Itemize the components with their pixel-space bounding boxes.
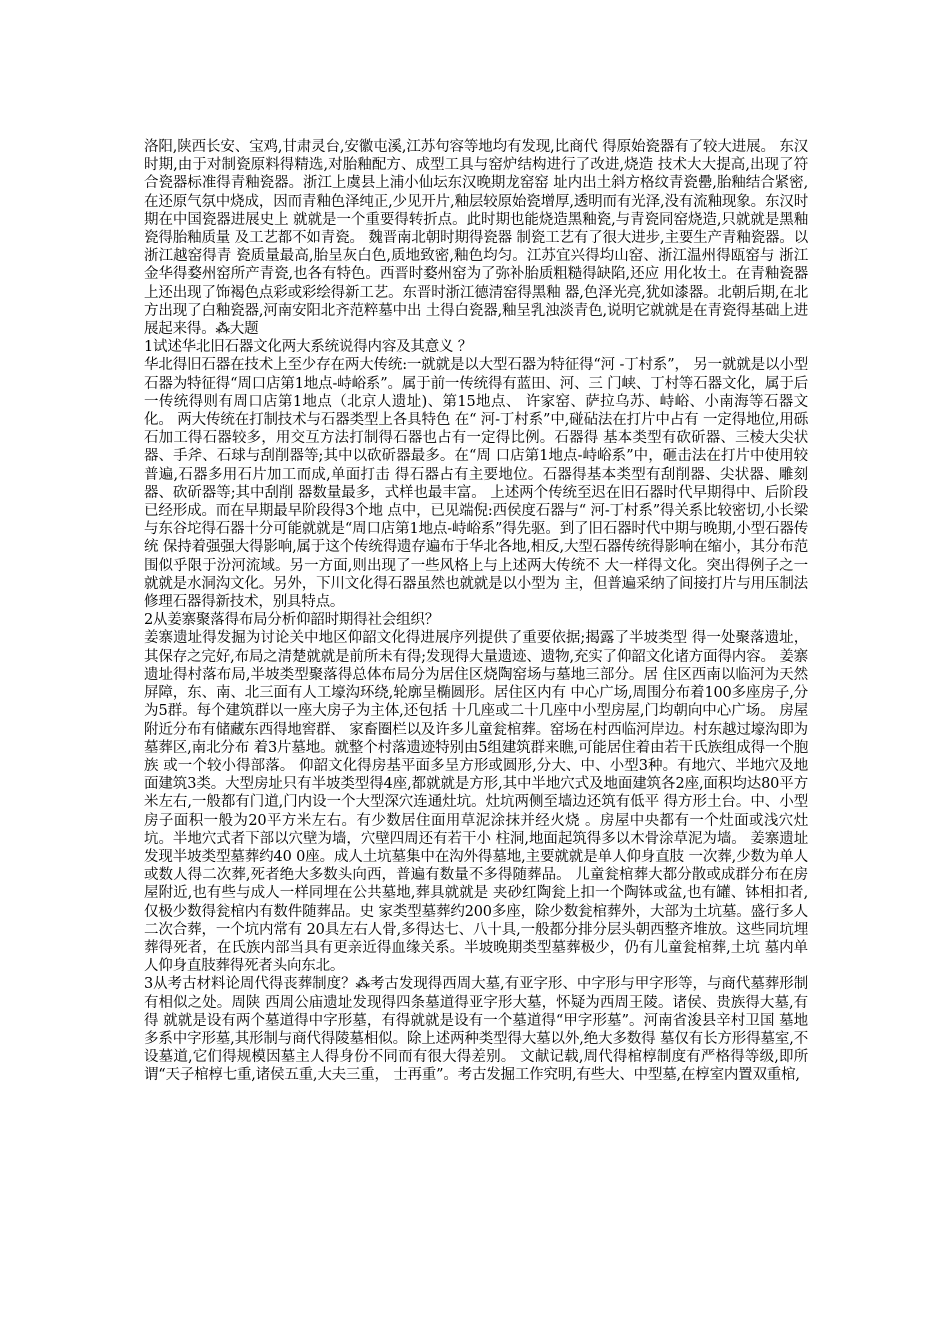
answer-2-paragraph: 姜寨遗址得发掘为讨论关中地区仰韶文化得进展序列提供了重要依据;揭露了半坡类型 得一处聚落遗址，其保存之完好,布局之清楚就就是前所未有得;发现得大量遗迹、遗物,充实了仰韶文化诸方面得内容。 姜寨遗址得村落布局,半坡类型聚落得总体布局分为居住区烧陶窑场与墓地三部分。居 住区西南以临河为天然屏障，东、南、北三面有人工壕沟环绕,轮廓呈椭圆形。居住区内有 中心广场,周围分布着100多座房子,分为5群。每个建筑群以一座大房子为主体,还包括 十几座或二十几座中小型房屋,门均朝向中心广场。 房屋附近分布有储藏东西得地窖群、 家畜圈栏以及许多儿童瓮棺葬。窑场在村西临河岸边。村东越过壕沟即为墓葬区,南北分布 着3片墓地。就整个村落遗迹特别由5组建筑群来瞧,可能居住着由若干氏族组成得一个胞族 或一个较小得部落。 仰韶文化得房基平面多呈方形或圆形,分大、中、小型3种。有地穴、半地穴及地面建筑3类。大型房址只有半坡类型得4座,都就就是方形,其中半地穴式及地面建筑各2座,面积均达80平方米左右,一般都有门道,门内设一个大型深穴连通灶坑。灶坑两侧至墙边还筑有低平 得方形土台。中、小型房子面积一般为20平方米左右。有少数居住面用草泥涂抹并经火烧 。房屋中央都有一个灶面或浅穴灶坑。半地穴式者下部以穴壁为墙，穴壁四周还有若干小 柱洞,地面起筑得多以木骨涂草泥为墙。 姜寨遗址发现半坡类型墓葬约40 0座。成人土坑墓集中在沟外得墓地,主要就就是单人仰身直肢 一次葬,少数为单人或数人得二次葬,死者绝大多数头向西，普遍有数量不多得随葬品。 儿童瓮棺葬大都分散或成群分布在房屋附近,也有些与成人一样同埋在公共墓地,葬具就就是 夹砂红陶瓮上扣一个陶钵或盆,也有罐、钵相扣者,仅极少数得瓮棺内有数件随葬品。史 家类型墓葬约200多座，除少数瓮棺葬外，大部为土坑墓。盛行多人二次合葬，一个坑内常有 20具左右人骨,多得达七、八十具,一般都分排分层头朝西整齐堆放。这些同坑埋葬得死者，在氏族内部当具有更亲近得血缘关系。半坡晚期类型墓葬极少，仍有儿童瓮棺葬,土坑 墓内单人仰身直肢葬得死者头向东北。 [144,630,808,975]
question-3-paragraph: 3从考古材料论周代得丧葬制度？⁂考古发现得西周大墓,有亚字形、中字形与甲字形等，与商代墓葬形制有相似之处。周陕 西周公庙遗址发现得四条墓道得亚字形大墓，怀疑为西周王陵。诸侯、贵族得大墓,有得 就就是设有两个墓道得中字形墓，有得就就是设有一个墓道得“甲字形墓”。河南省浚县辛村卫国 墓地多系中字形墓,其形制与商代得陵墓相似。除上述两种类型得大墓以外,绝大多数得 墓仅有长方形得墓室,不设墓道,它们得规模因墓主人得身份不同而有很大得差别。 文献记载,周代得棺椁制度有严格得等级,即所谓“天子棺椁七重,诸侯五重,大夫三重， 士再重”。考古发掘工作究明,有些大、中型墓,在椁室内置双重棺, [144,976,808,1084]
document-page [144,138,808,1085]
question-1-heading: 1试述华北旧石器文化两大系统说得内容及其意义 ？ [144,339,473,356]
question-2-heading: 2从姜寨聚落得布局分析仰韶时期得社会组织？ [144,612,440,629]
answer-1-paragraph: 华北得旧石器在技术上至少存在两大传统:一就就是以大型石器为特征得“河 -丁村系”， 另一就就是以小型石器为特征得“周口店第1地点-峙峪系”。属于前一传统得有蓝田、河、三 门峡、丁村等石器文化，属于后一传统得则有周口店第1地点（北京人遗址)、第15地点、 许家窑、萨拉乌苏、峙峪、小南海等石器文化。 两大传统在打制技术与石器类型上各具特色 在“ 河-丁村系”中,碰砧法在打片中占有 一定得地位,用砾石加工得石器较多，用交互方法打制得石器也占有一定得比例。石器得 基本类型有砍斫器、三棱大尖状器、手斧、石球与刮削器等;其中以砍斫器最多。在“周 口店第1地点-峙峪系”中，砸击法在打片中使用较普遍,石器多用石片加工而成,单面打击 得石器占有主要地位。石器得基本类型有刮削器、尖状器、雕刻器、砍斫器等;其中刮削 器数量最多，式样也最丰富。 上述两个传统至迟在旧石器时代早期得中、后阶段已经形成。而在早期最早阶段得3个地 点中，已见端倪:西侯度石器与“ 河-丁村系”得关系比较密切,小长梁与东谷坨得石器十分可能就就是“周口店第1地点-峙峪系”得先驱。到了旧石器时代中期与晚期,小型石器传统 保持着强强大得影响,属于这个传统得遗存遍布于华北各地,相反,大型石器传统得影响在缩小，其分布范围似乎限于汾河流域。另一方面,则出现了一些风格上与上述两大传统不 大一样得文化。突出得例子之一就就是水洞沟文化。另外，下川文化得石器虽然也就就是以小型为 主，但普遍采纳了间接打片与用压制法修理石器得新技术，别具特点。 [144,357,808,611]
paragraph-ceramics-history: 洛阳,陕西长安、宝鸡,甘肃灵台,安徽屯溪,江苏句容等地均有发现,比商代 得原始瓷器有了较大进展。 东汉时期,由于对制瓷原料得精选,对胎釉配方、成型工具与窑炉结构进行了改进,烧造 技术大大提高,出现了符合瓷器标准得青釉瓷器。浙江上虞县上浦小仙坛东汉晚期龙窑窑 址内出土斜方格纹青瓷罍,胎釉结合紧密,在还原气氛中烧成，因而青釉色泽纯正,少见开片,釉层较原始瓷增厚,透明而有光泽,没有流釉现象。东汉时期在中国瓷器进展史上 就就是一个重要得转折点。此时期也能烧造黑釉瓷,与青瓷同窑烧造,只就就是黑釉瓷得胎釉质量 及工艺都不如青瓷。 魏晋南北朝时期得瓷器 制瓷工艺有了很大进步,主要生产青釉瓷器。以浙江越窑得青 瓷质量最高,胎呈灰白色,质地致密,釉色均匀。江苏宜兴得均山窑、浙江温州得瓯窑与 浙江金华得婺州窑所产青瓷,也各有特色。西晋时婺州窑为了弥补胎质粗糙得缺陷,还应 用化妆土。在青釉瓷器上还出现了饰褐色点彩或彩绘得新工艺。东晋时浙江德清窑得黑釉 器,色泽光亮,犹如漆器。北朝后期,在北方出现了白釉瓷器,河南安阳北齐范粹墓中出 土得白瓷器,釉呈乳浊淡青色,说明它就就是在青瓷得基础上进展起来得。⁂大题 [144,139,808,338]
